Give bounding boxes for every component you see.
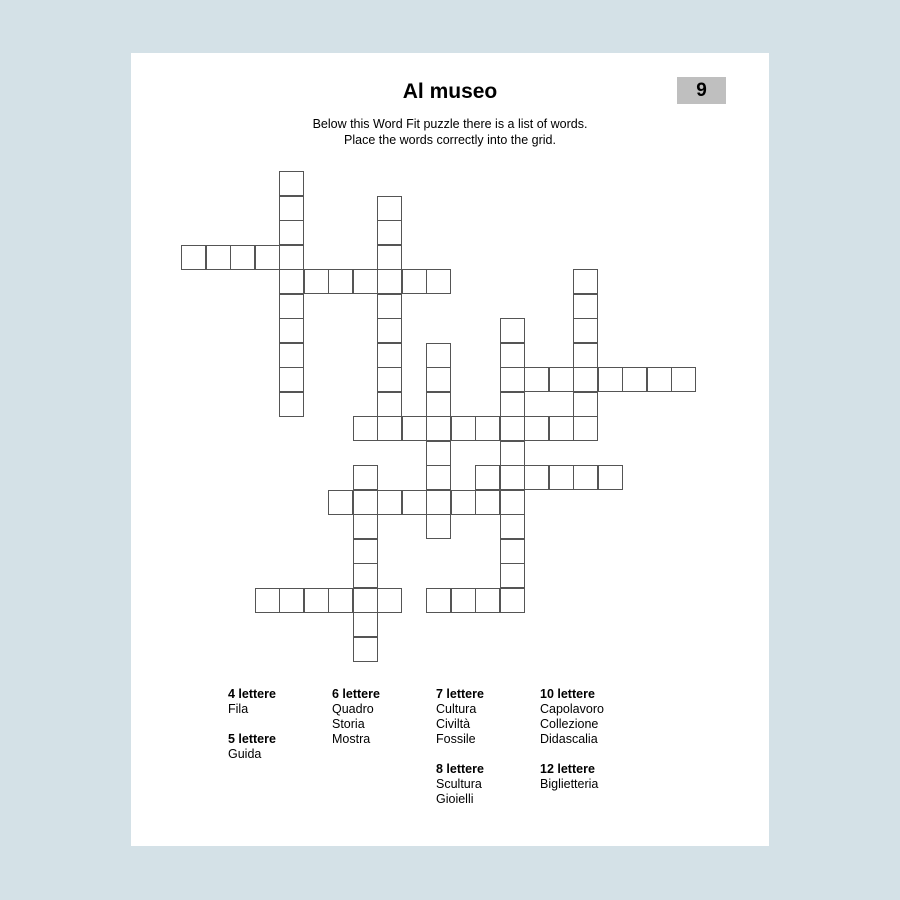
word-item: Civiltà (436, 717, 471, 731)
instructions (131, 116, 769, 148)
grid-cell[interactable] (451, 490, 476, 515)
grid-cell[interactable] (279, 171, 304, 196)
grid-cell[interactable] (353, 539, 378, 564)
word-group-heading: 12 lettere (540, 762, 595, 776)
word-group-heading: 10 lettere (540, 687, 595, 701)
grid-cell[interactable] (500, 416, 525, 441)
grid-cell[interactable] (426, 367, 451, 392)
grid-cell[interactable] (353, 563, 378, 588)
grid-cell[interactable] (426, 490, 451, 515)
grid-cell[interactable] (328, 490, 353, 515)
grid-cell[interactable] (377, 318, 402, 343)
grid-cell[interactable] (500, 367, 525, 392)
grid-cell[interactable] (524, 367, 549, 392)
word-group (228, 732, 276, 762)
word-item: Fossile (436, 732, 476, 746)
word-group (540, 687, 604, 747)
grid-cell[interactable] (353, 416, 378, 441)
grid-cell[interactable] (500, 392, 525, 417)
grid-cell[interactable] (402, 269, 427, 294)
grid-cell[interactable] (255, 588, 280, 613)
grid-cell[interactable] (426, 465, 451, 490)
grid-cell[interactable] (426, 514, 451, 539)
grid-cell[interactable] (426, 588, 451, 613)
grid-cell[interactable] (353, 637, 378, 662)
grid-cell[interactable] (279, 269, 304, 294)
grid-cell[interactable] (549, 465, 574, 490)
grid-cell[interactable] (573, 269, 598, 294)
grid-cell[interactable] (500, 465, 525, 490)
grid-cell[interactable] (573, 318, 598, 343)
grid-cell[interactable] (573, 392, 598, 417)
grid-cell[interactable] (377, 196, 402, 221)
word-item: Didascalia (540, 732, 598, 746)
grid-cell[interactable] (353, 588, 378, 613)
grid-cell[interactable] (500, 343, 525, 368)
grid-cell[interactable] (475, 416, 500, 441)
grid-cell[interactable] (255, 245, 280, 270)
grid-cell[interactable] (549, 367, 574, 392)
grid-cell[interactable] (377, 392, 402, 417)
grid-cell[interactable] (573, 416, 598, 441)
grid-cell[interactable] (377, 367, 402, 392)
grid-cell[interactable] (353, 490, 378, 515)
grid-cell[interactable] (279, 318, 304, 343)
grid-cell[interactable] (524, 465, 549, 490)
grid-cell[interactable] (279, 588, 304, 613)
word-list-column (332, 687, 380, 762)
grid-cell[interactable] (573, 294, 598, 319)
grid-cell[interactable] (598, 367, 623, 392)
word-item: Storia (332, 717, 365, 731)
grid-cell[interactable] (377, 269, 402, 294)
grid-cell[interactable] (598, 465, 623, 490)
grid-cell[interactable] (279, 367, 304, 392)
grid-cell[interactable] (377, 294, 402, 319)
grid-cell[interactable] (500, 563, 525, 588)
grid-cell[interactable] (279, 196, 304, 221)
grid-cell[interactable] (549, 416, 574, 441)
word-item: Capolavoro (540, 702, 604, 716)
grid-cell[interactable] (328, 269, 353, 294)
puzzle-title: Al museo (402, 80, 498, 103)
grid-cell[interactable] (622, 367, 647, 392)
grid-cell[interactable] (304, 269, 329, 294)
grid-cell[interactable] (475, 490, 500, 515)
grid-cell[interactable] (377, 416, 402, 441)
grid-cell[interactable] (426, 269, 451, 294)
grid-cell[interactable] (230, 245, 255, 270)
grid-cell[interactable] (279, 392, 304, 417)
word-list-column (436, 687, 484, 822)
grid-cell[interactable] (377, 343, 402, 368)
word-item: Collezione (540, 717, 599, 731)
word-item: Fila (228, 702, 249, 716)
grid-cell[interactable] (426, 343, 451, 368)
grid-cell[interactable] (573, 465, 598, 490)
grid-cell[interactable] (426, 392, 451, 417)
grid-cell[interactable] (500, 588, 525, 613)
grid-cell[interactable] (500, 514, 525, 539)
word-item: Quadro (332, 702, 374, 716)
grid-cell[interactable] (500, 490, 525, 515)
grid-cell[interactable] (647, 367, 672, 392)
grid-cell[interactable] (426, 441, 451, 466)
word-group (436, 762, 484, 807)
grid-cell[interactable] (500, 539, 525, 564)
word-group (436, 687, 484, 747)
grid-cell[interactable] (475, 465, 500, 490)
word-item: Biglietteria (540, 777, 599, 791)
grid-cell[interactable] (377, 588, 402, 613)
word-group-heading: 8 lettere (436, 762, 484, 776)
grid-cell[interactable] (573, 367, 598, 392)
grid-cell[interactable] (304, 588, 329, 613)
grid-cell[interactable] (377, 245, 402, 270)
word-item: Gioielli (436, 792, 474, 806)
word-group (332, 687, 380, 747)
grid-cell[interactable] (524, 416, 549, 441)
grid-cell[interactable] (353, 514, 378, 539)
grid-cell[interactable] (451, 416, 476, 441)
word-group (540, 762, 604, 792)
grid-cell[interactable] (500, 441, 525, 466)
word-list-column (228, 687, 276, 777)
grid-cell[interactable] (206, 245, 231, 270)
grid-cell[interactable] (377, 220, 402, 245)
grid-cell[interactable] (279, 245, 304, 270)
grid-cell[interactable] (328, 588, 353, 613)
word-item: Cultura (436, 702, 477, 716)
grid-cell[interactable] (475, 588, 500, 613)
puzzle-number-badge: 9 (677, 77, 726, 104)
grid-cell[interactable] (402, 490, 427, 515)
word-item: Guida (228, 747, 262, 761)
grid-cell[interactable] (279, 220, 304, 245)
word-group-heading: 4 lettere (228, 687, 276, 701)
grid-cell[interactable] (671, 367, 696, 392)
grid-cell[interactable] (279, 343, 304, 368)
grid-cell[interactable] (353, 465, 378, 490)
word-group-heading: 7 lettere (436, 687, 484, 701)
word-group (228, 687, 276, 717)
grid-cell[interactable] (353, 269, 378, 294)
grid-cell[interactable] (181, 245, 206, 270)
word-item: Scultura (436, 777, 482, 791)
instructions-line-1: Below this Word Fit puzzle there is a list of words. (312, 117, 588, 131)
word-item: Mostra (332, 732, 371, 746)
grid-cell[interactable] (402, 416, 427, 441)
grid-cell[interactable] (353, 612, 378, 637)
grid-cell[interactable] (279, 294, 304, 319)
word-list-column (540, 687, 604, 807)
puzzle-page (131, 53, 769, 846)
word-group-heading: 5 lettere (228, 732, 276, 746)
word-group-heading: 6 lettere (332, 687, 380, 701)
grid-cell[interactable] (426, 416, 451, 441)
grid-cell[interactable] (500, 318, 525, 343)
grid-cell[interactable] (377, 490, 402, 515)
instructions-line-2: Place the words correctly into the grid. (344, 133, 556, 147)
grid-cell[interactable] (573, 343, 598, 368)
grid-cell[interactable] (451, 588, 476, 613)
